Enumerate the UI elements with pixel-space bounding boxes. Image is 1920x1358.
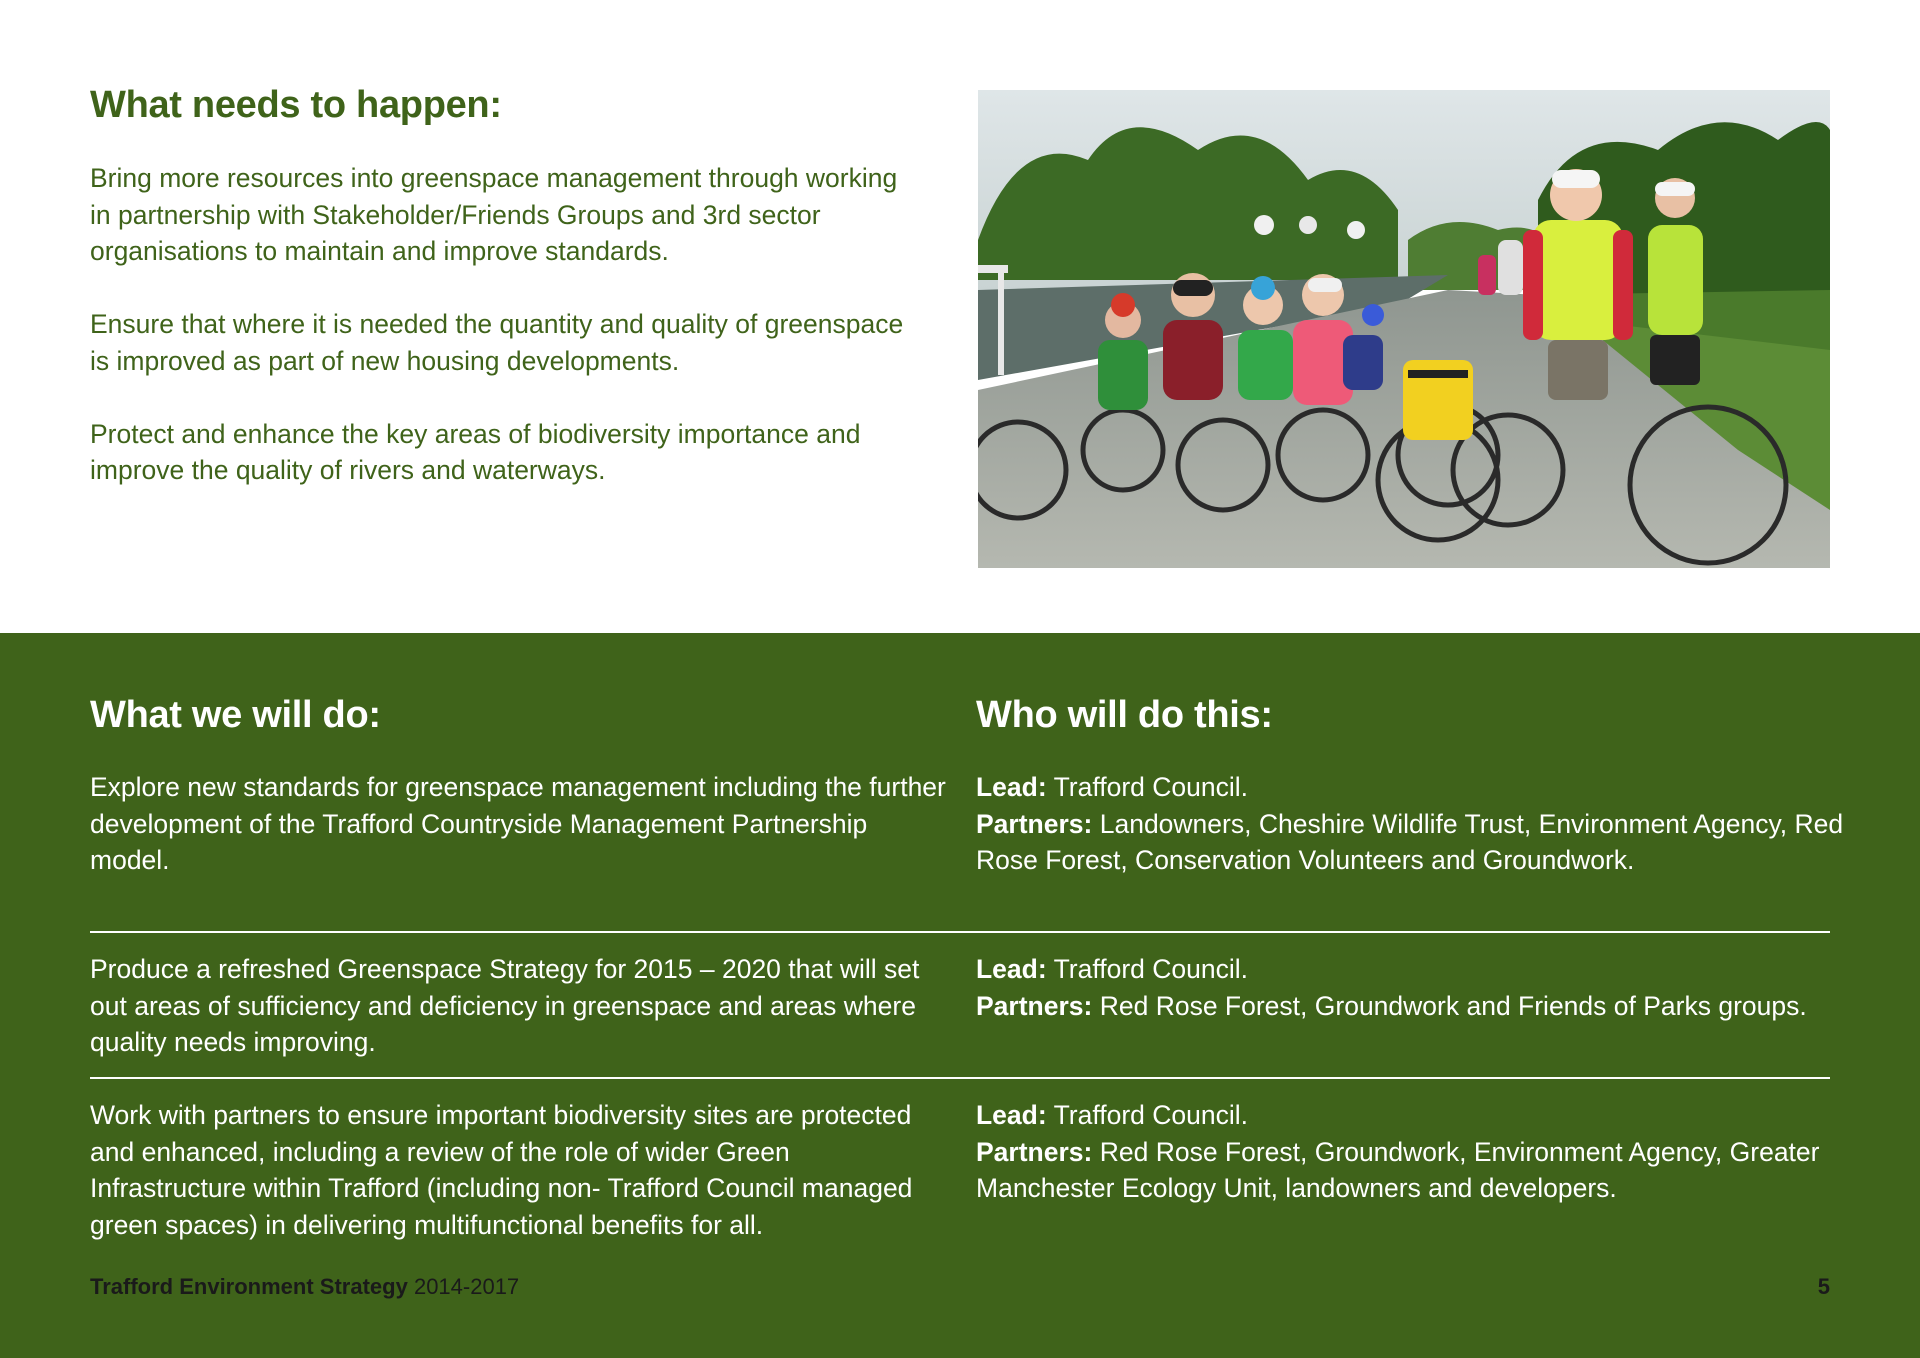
partners-label: Partners: bbox=[976, 990, 1093, 1021]
footer-title: Trafford Environment Strategy bbox=[90, 1274, 408, 1299]
lead-label: Lead: bbox=[976, 1100, 1047, 1130]
top-section bbox=[0, 0, 1920, 633]
what-we-will-do-heading: What we will do: bbox=[90, 694, 381, 736]
partners-value: Landowners, Cheshire Wildlife Trust, Environment Agency, Red Rose Forest, Conservation Volunteers and Groundwork. bbox=[976, 808, 1844, 875]
lead-value: Trafford Council. bbox=[1053, 1100, 1248, 1130]
lead-value: Trafford Council. bbox=[1053, 954, 1248, 984]
partners-label: Partners: bbox=[976, 1136, 1093, 1167]
row-divider bbox=[90, 1077, 1830, 1079]
responsibility-text bbox=[976, 769, 1846, 879]
lead-label: Lead: bbox=[976, 954, 1047, 984]
top-paragraph: Ensure that where it is needed the quantity and quality of greenspace is improved as part of new housing developments. bbox=[90, 309, 904, 376]
top-body-text bbox=[90, 160, 920, 525]
action-text: Work with partners to ensure important biodiversity sites are protected and enhanced, including a review of the role of wider Green Infrastructure within Trafford (including non- Trafford Council managed green spaces) in delivering multifunctional benefits for all. bbox=[90, 1100, 913, 1240]
top-paragraph: Protect and enhance the key areas of biodiversity importance and improve the quality of rivers and waterways. bbox=[90, 418, 861, 485]
action-text: Produce a refreshed Greenspace Strategy for 2015 – 2020 that will set out areas of sufficiency and deficiency in greenspace and areas where quality needs improving. bbox=[90, 954, 920, 1057]
lead-value: Trafford Council. bbox=[1053, 772, 1248, 802]
footer-document-title bbox=[90, 1274, 519, 1300]
action-section bbox=[0, 633, 1920, 1358]
partners-value: Red Rose Forest, Groundwork and Friends of Parks groups. bbox=[1099, 990, 1807, 1021]
partners-label: Partners: bbox=[976, 808, 1093, 839]
partners-value: Red Rose Forest, Groundwork, Environment Agency, Greater Manchester Ecology Unit, landowners and developers. bbox=[976, 1136, 1820, 1203]
top-paragraph: Bring more resources into greenspace management through working in partnership with Stakeholder/Friends Groups and 3rd sector organisations to maintain and improve standards. bbox=[90, 163, 898, 266]
action-text: Explore new standards for greenspace management including the further development of the Trafford Countryside Management Partnership model. bbox=[90, 772, 946, 875]
what-needs-to-happen-heading: What needs to happen: bbox=[90, 84, 502, 126]
row-divider bbox=[90, 931, 1830, 933]
responsibility-text bbox=[976, 1097, 1846, 1207]
cyclists-photo bbox=[978, 90, 1830, 568]
responsibility-text bbox=[976, 951, 1846, 1024]
cyclists-photo-illustration bbox=[978, 90, 1830, 568]
who-will-do-this-heading: Who will do this: bbox=[976, 694, 1273, 736]
footer-years: 2014-2017 bbox=[407, 1274, 520, 1299]
page-number: 5 bbox=[1817, 1274, 1830, 1299]
lead-label: Lead: bbox=[976, 772, 1047, 802]
